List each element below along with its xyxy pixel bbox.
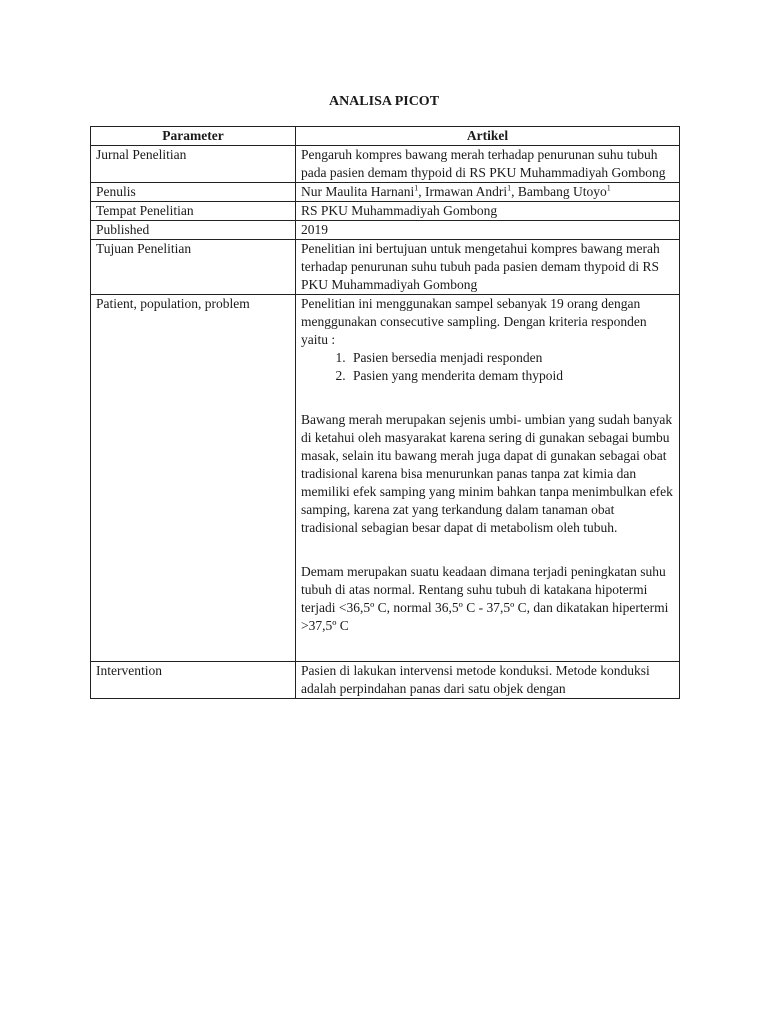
tempat-label: Tempat Penelitian [91, 202, 296, 221]
jurnal-label: Jurnal Penelitian [91, 146, 296, 183]
paragraph-spacer [301, 385, 674, 411]
criteria-list [301, 349, 674, 385]
author-name: Nur Maulita Harnani [301, 184, 415, 199]
patient-intro: Penelitian ini menggunakan sampel sebanyak 19 orang dengan menggunakan consecutive sampling. Dengan kriteria responden yaitu : [301, 296, 647, 347]
patient-label: Patient, population, problem [91, 295, 296, 662]
table-row-jurnal [91, 146, 680, 183]
table-row-tujuan [91, 240, 680, 295]
list-item: 2. Pasien yang menderita demam thypoid [349, 367, 674, 385]
table-row-intervention [91, 662, 680, 699]
patient-paragraph-fever: Demam merupakan suatu keadaan dimana terjadi peningkatan suhu tubuh di atas normal. Rentang suhu tubuh di katakana hipotermi terjadi <36,5º C, normal 36,5º C - 37,5º C, dan dikatakan hipertermi >37,5º C [301, 564, 669, 633]
author-affiliation: 1 [606, 183, 611, 193]
author-affiliation: 1 [507, 183, 512, 193]
header-artikel: Artikel [296, 127, 680, 146]
patient-value [296, 295, 680, 662]
table-header-row [91, 127, 680, 146]
author-affiliation: 1 [414, 183, 419, 193]
patient-paragraph-onion: Bawang merah merupakan sejenis umbi- umbian yang sudah banyak di ketahui oleh masyarakat karena sering di gunakan sebagai bumbu masak, selain itu bawang merah juga dapat di gunakan sebagai obat tradisional karena bisa menurunkan panas tanpa zat kimia dan memiliki efek samping yang minim bahkan tanpa menimbulkan efek samping, karena zat yang terkandung dalam tanaman obat tradisional sebagian besar dapat di metabolism oleh tubuh. [301, 412, 673, 535]
published-value: 2019 [296, 221, 680, 240]
table-row-penulis [91, 183, 680, 202]
list-item: 1. Pasien bersedia menjadi responden [349, 349, 674, 367]
intervention-label: Intervention [91, 662, 296, 699]
jurnal-value: Pengaruh kompres bawang merah terhadap penurunan suhu tubuh pada pasien demam thypoid di RS PKU Muhammadiyah Gombong [296, 146, 680, 183]
paragraph-spacer [301, 635, 674, 661]
penulis-label: Penulis [91, 183, 296, 202]
author-separator: , [418, 184, 425, 199]
page-title: ANALISA PICOT [328, 94, 440, 109]
table-row-patient [91, 295, 680, 662]
table-row-tempat [91, 202, 680, 221]
author-name: Irmawan Andri [424, 184, 508, 199]
tempat-value: RS PKU Muhammadiyah Gombong [296, 202, 680, 221]
header-parameter: Parameter [91, 127, 296, 146]
table-row-published [91, 221, 680, 240]
author-separator: , [511, 184, 518, 199]
author-name: Bambang Utoyo [517, 184, 607, 199]
penulis-value [296, 183, 680, 202]
tujuan-value: Penelitian ini bertujuan untuk mengetahui kompres bawang merah terhadap penurunan suhu tubuh pada pasien demam thypoid di RS PKU Muhammadiyah Gombong [296, 240, 680, 295]
paragraph-spacer [301, 537, 674, 563]
tujuan-label: Tujuan Penelitian [91, 240, 296, 295]
intervention-value: Pasien di lakukan intervensi metode konduksi. Metode konduksi adalah perpindahan panas dari satu objek dengan [296, 662, 680, 699]
published-label: Published [91, 221, 296, 240]
picot-table [90, 126, 680, 699]
